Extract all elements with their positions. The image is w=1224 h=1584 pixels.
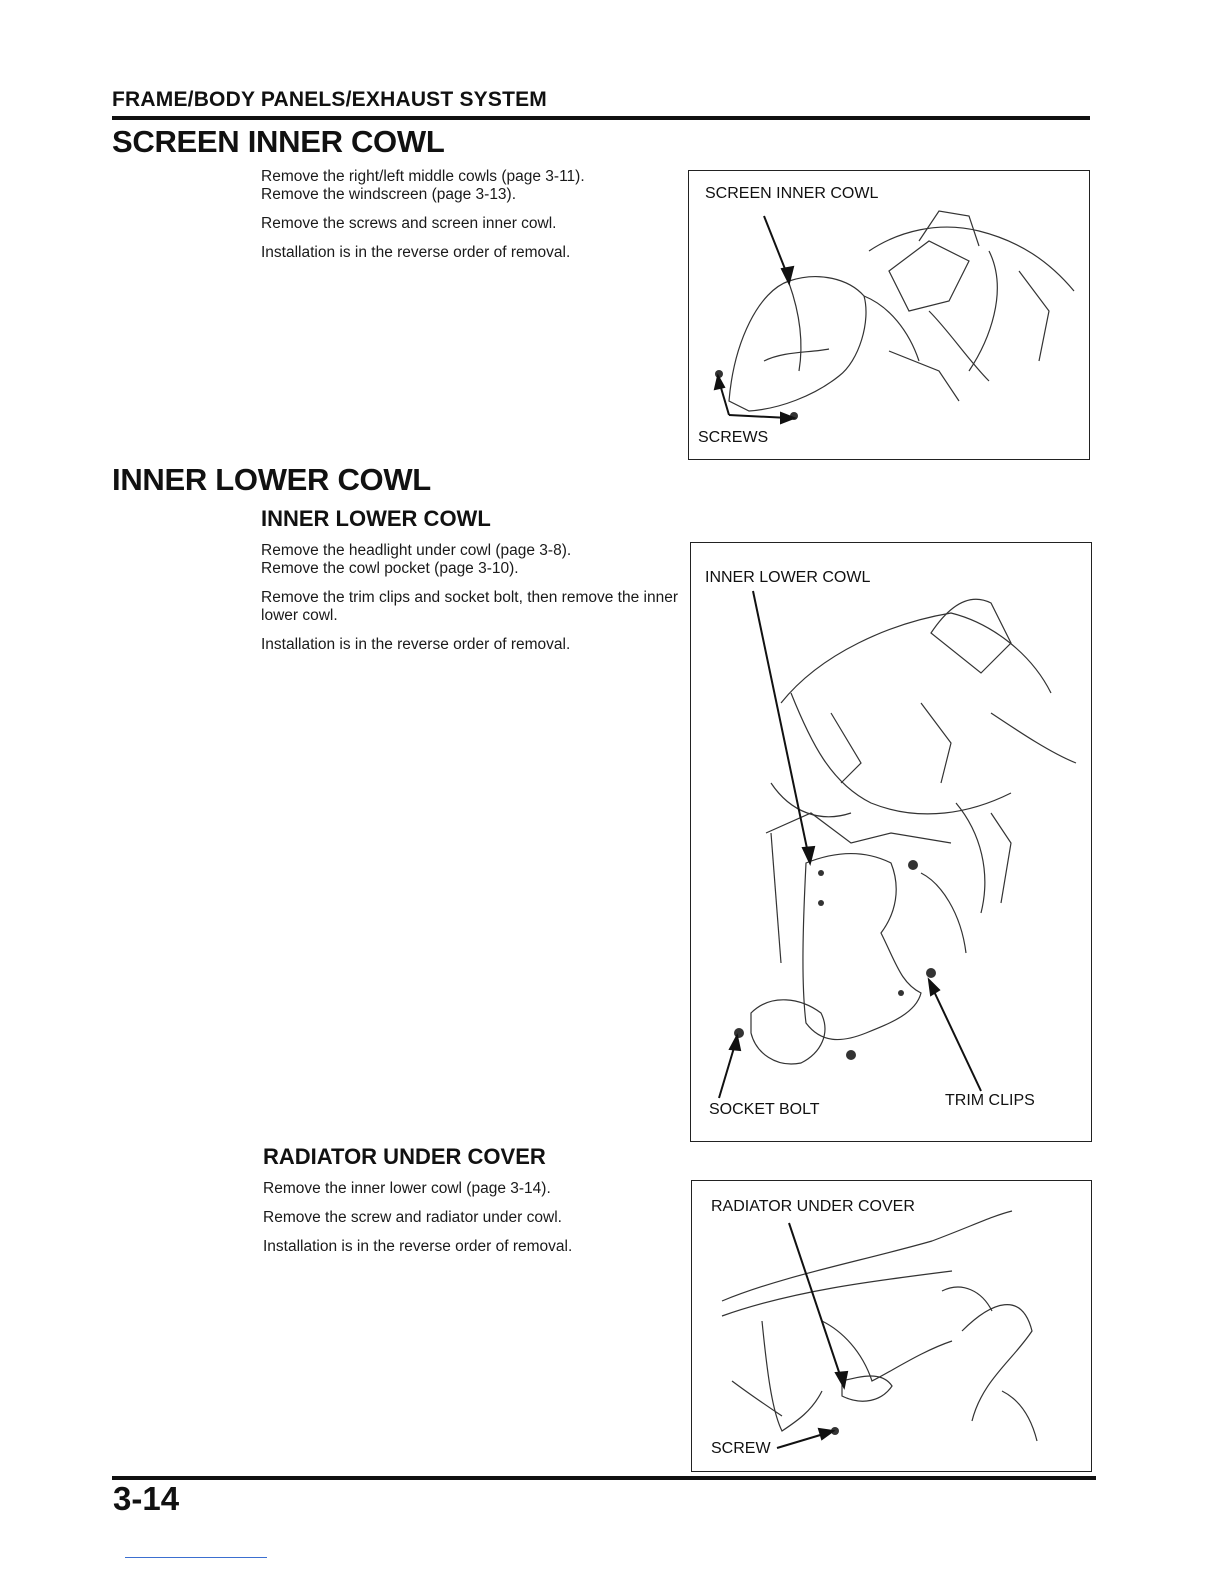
subsection-title-inner-lower-cowl: INNER LOWER COWL — [261, 506, 491, 531]
instruction-line: Installation is in the reverse order of removal. — [263, 1238, 573, 1255]
callout-trim-clips: TRIM CLIPS — [945, 1092, 1035, 1109]
callout-radiator-under-cover: RADIATOR UNDER COVER — [711, 1198, 915, 1215]
instruction-line: Remove the right/left middle cowls (page 3-11). — [261, 168, 585, 185]
header-divider — [112, 116, 1090, 120]
link-underline — [125, 1557, 267, 1558]
instruction-line: Installation is in the reverse order of removal. — [261, 244, 571, 261]
inner-lower-cowl-instructions — [261, 542, 686, 665]
instruction-line: Remove the windscreen (page 3-13). — [261, 186, 517, 203]
callout-screw: SCREW — [711, 1440, 771, 1457]
instruction-line: Remove the cowl pocket (page 3-10). — [261, 560, 519, 577]
callout-screws: SCREWS — [698, 429, 769, 446]
instruction-line: Remove the trim clips and socket bolt, then remove the inner lower cowl. — [261, 589, 678, 624]
page-number: 3-14 — [113, 1480, 180, 1517]
instruction-line: Installation is in the reverse order of removal. — [261, 636, 571, 653]
screen-inner-cowl-instructions — [261, 168, 691, 273]
instruction-line: Remove the inner lower cowl (page 3-14). — [263, 1180, 551, 1197]
instruction-line: Remove the screw and radiator under cowl. — [263, 1209, 562, 1226]
radiator-under-cover-instructions — [263, 1180, 693, 1267]
instruction-line: Remove the headlight under cowl (page 3-8). — [261, 542, 572, 559]
callout-socket-bolt: SOCKET BOLT — [709, 1101, 820, 1118]
page-header-title: FRAME/BODY PANELS/EXHAUST SYSTEM — [112, 88, 548, 111]
figure-inner-lower-cowl — [690, 542, 1092, 1142]
figure-screen-inner-cowl — [688, 170, 1090, 460]
section-title-inner-lower-cowl: INNER LOWER COWL — [112, 462, 431, 497]
screen-inner-cowl-illustration — [689, 171, 1089, 459]
subsection-title-radiator-under-cover: RADIATOR UNDER COVER — [263, 1144, 546, 1169]
section-title-screen-inner-cowl: SCREEN INNER COWL — [112, 124, 445, 159]
callout-inner-lower-cowl: INNER LOWER COWL — [705, 569, 871, 586]
footer-divider — [112, 1476, 1096, 1480]
inner-lower-cowl-illustration — [691, 543, 1091, 1141]
callout-screen-inner-cowl: SCREEN INNER COWL — [705, 185, 879, 202]
radiator-under-cover-illustration — [692, 1181, 1091, 1471]
instruction-line: Remove the screws and screen inner cowl. — [261, 215, 557, 232]
figure-radiator-under-cover — [691, 1180, 1092, 1472]
